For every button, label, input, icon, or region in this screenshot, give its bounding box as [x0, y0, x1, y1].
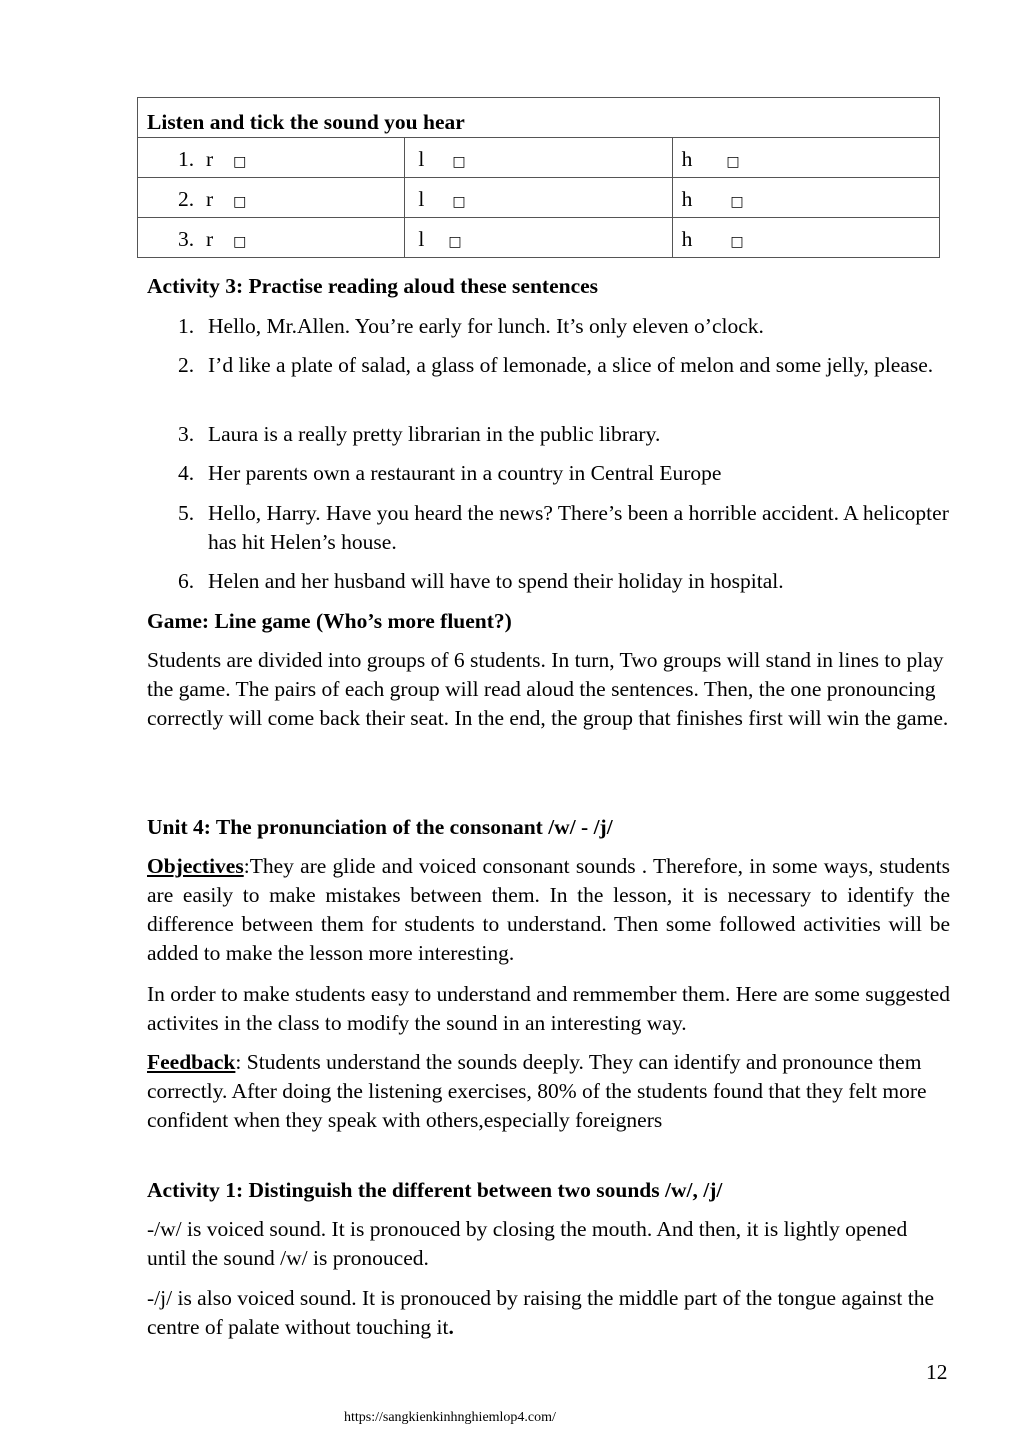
sound-l: l — [418, 147, 425, 171]
order-paragraph: In order to make students easy to understand and remmember them. Here are some suggested activites in the class to modify the sound in an interesting way. — [147, 982, 951, 1035]
objectives-paragraph — [147, 852, 950, 968]
item-number: 5. — [178, 501, 195, 525]
sound-h: h — [681, 227, 693, 251]
sound-r: r — [206, 227, 214, 251]
item-text: Laura is a really pretty librarian in the public library. — [208, 422, 661, 446]
page-number: 12 — [926, 1360, 948, 1384]
checkbox-icon[interactable]: □ — [730, 194, 744, 210]
checkbox-icon[interactable]: □ — [233, 154, 247, 170]
item-text: Helen and her husband will have to spend their holiday in hospital. — [208, 569, 784, 593]
item-number: 3. — [178, 422, 195, 446]
item-text: Her parents own a restaurant in a country in Central Europe — [208, 461, 722, 485]
item-number: 4. — [178, 461, 195, 485]
activity1-title: Activity 1: Distinguish the different between two sounds /w/, /j/ — [147, 1178, 723, 1202]
j-text: /j/ is also voiced sound. It is pronouced by raising the middle part of the tongue against the centre of palate without touching it — [147, 1286, 934, 1339]
list-item — [178, 351, 950, 380]
listening-tick-table — [137, 97, 940, 258]
item-number: 1. — [178, 314, 195, 338]
j-sound-description — [147, 1284, 950, 1342]
checkbox-icon[interactable]: □ — [726, 154, 740, 170]
item-number: 2. — [178, 353, 195, 377]
sound-r: r — [206, 147, 214, 171]
game-text: Students are divided into groups of 6 students. In turn, Two groups will stand in lines to play the game. The pairs of each group will read aloud the sentences. Then, the one pronouncing correctly will come back their seat. In the end, the group that finishes first will win the game. — [147, 648, 949, 730]
sound-h: h — [681, 147, 693, 171]
checkbox-icon[interactable]: □ — [730, 234, 744, 250]
row-number: 3. — [178, 227, 195, 251]
j-text-end: . — [448, 1315, 454, 1339]
row-number: 1. — [178, 147, 195, 171]
feedback-text: : Students understand the sounds deeply. They can identify and pronounce them correctly. After doing the listening exercises, 80% of the students found that they felt more confident when they speak with others,especially foreigners — [147, 1050, 927, 1132]
sound-l: l — [418, 187, 425, 211]
list-item — [178, 459, 950, 488]
checkbox-icon[interactable]: □ — [233, 194, 247, 210]
table-row — [138, 218, 940, 258]
checkbox-icon[interactable]: □ — [448, 234, 462, 250]
item-text: I’d like a plate of salad, a glass of lemonade, a slice of melon and some jelly, please. — [208, 353, 934, 377]
dash-bullet: - — [147, 1286, 155, 1310]
game-title: Game: Line game (Who’s more fluent?) — [147, 609, 512, 633]
w-text: /w/ is voiced sound. It is pronouced by closing the mouth. And then, it is lightly opened until the sound /w/ is pronouced. — [147, 1217, 908, 1270]
table-row — [138, 138, 940, 178]
activity3-title: Activity 3: Practise reading aloud these sentences — [147, 274, 599, 298]
sound-r: r — [206, 187, 214, 211]
dash-bullet: - — [147, 1217, 155, 1241]
table-heading: Listen and tick the sound you hear — [138, 98, 940, 138]
objectives-label: Objectives — [147, 854, 244, 878]
row-number: 2. — [178, 187, 195, 211]
sound-h: h — [681, 187, 693, 211]
objectives-text: :They are glide and voiced consonant sounds . Therefore, in some ways, students are easily to make mistakes between them. In the lesson, it is necessary to identify the difference between them for students to understand. Then some followed activities will be added to make the lesson more interesting. — [147, 854, 950, 965]
sound-l: l — [418, 227, 425, 251]
list-item — [178, 499, 950, 557]
w-sound-description — [147, 1215, 950, 1273]
checkbox-icon[interactable]: □ — [233, 234, 247, 250]
item-number: 6. — [178, 569, 195, 593]
list-item — [178, 312, 950, 341]
footer-url[interactable]: https://sangkienkinhnghiemlop4.com/ — [344, 1410, 556, 1425]
item-text: Hello, Harry. Have you heard the news? There’s been a horrible accident. A helicopter has hit Helen’s house. — [208, 501, 949, 554]
table-row — [138, 178, 940, 218]
unit4-title: Unit 4: The pronunciation of the consonant /w/ - /j/ — [147, 815, 613, 839]
checkbox-icon[interactable]: □ — [452, 154, 466, 170]
item-text: Hello, Mr.Allen. You’re early for lunch. It’s only eleven o’clock. — [208, 314, 764, 338]
feedback-paragraph — [147, 1048, 950, 1135]
list-item — [178, 567, 950, 596]
checkbox-icon[interactable]: □ — [452, 194, 466, 210]
list-item — [178, 420, 950, 449]
feedback-label: Feedback — [147, 1050, 236, 1074]
